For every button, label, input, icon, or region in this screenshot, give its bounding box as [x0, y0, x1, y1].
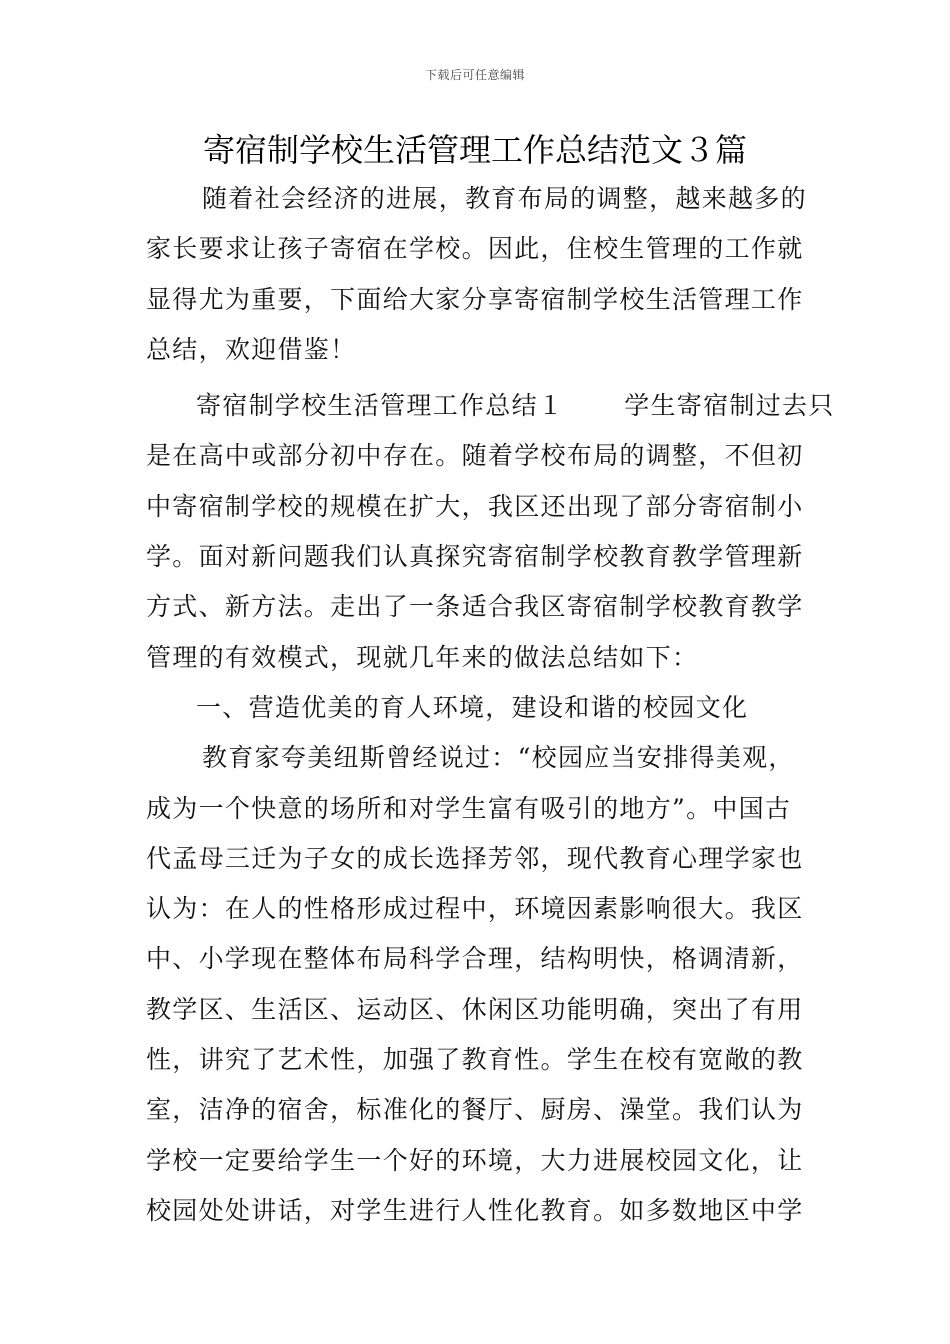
- text-line: 代孟母三迁为子女的成长选择芳邻，现代教育心理学家也: [146, 843, 804, 873]
- text-line: 方式、新方法。走出了一条适合我区寄宿制学校教育教学: [146, 592, 804, 622]
- section-heading: 一、营造优美的育人环境，建设和谐的校园文化: [196, 692, 749, 722]
- text-line: 总结，欢迎借鉴！: [146, 334, 357, 364]
- text-line: 学校一定要给学生一个好的环境，大力进展校园文化，让: [146, 1145, 804, 1175]
- text-line: [146, 381, 835, 431]
- text-line: 认为：在人的性格形成过程中，环境因素影响很大。我区: [146, 894, 804, 924]
- document-body: [146, 174, 835, 1236]
- text-line: 教学区、生活区、运动区、休闲区功能明确，突出了有用: [146, 994, 804, 1024]
- text-line: 管理的有效模式，现就几年来的做法总结如下：: [146, 642, 699, 672]
- section-heading-inline: 寄宿制学校生活管理工作总结１: [196, 391, 565, 421]
- text-line: 中寄宿制学校的规模在扩大，我区还出现了部分寄宿制小: [146, 491, 804, 521]
- text-line: 室，洁净的宿舍，标准化的餐厅、厨房、澡堂。我们认为: [146, 1095, 804, 1125]
- text-line: 性，讲究了艺术性，加强了教育性。学生在校有宽敞的教: [146, 1045, 804, 1075]
- text-line: 校园处处讲话，对学生进行人性化教育。如多数地区中学: [146, 1195, 804, 1225]
- text-line: 随着社会经济的进展，教育布局的调整，越来越多的: [202, 184, 807, 213]
- text-line: 成为一个快意的场所和对学生富有吸引的地方”。中国古: [146, 793, 792, 823]
- text-line: 是在高中或部分初中存在。随着学校布局的调整，不但初: [146, 441, 804, 471]
- text-line: 显得尤为重要，下面给大家分享寄宿制学校生活管理工作: [146, 284, 804, 314]
- document-title: 寄宿制学校生活管理工作总结范文３篇: [202, 131, 747, 169]
- text-line: 学。面对新问题我们认真探究寄宿制学校教育教学管理新: [146, 542, 804, 572]
- text-line: 家长要求让孩子寄宿在学校。因此，住校生管理的工作就: [146, 234, 804, 264]
- text-fragment: 学生寄宿制过去只: [624, 391, 835, 421]
- header-note: 下载后可任意编辑: [424, 68, 525, 82]
- text-line: 中、小学现在整体布局科学合理，结构明快，格调清新，: [146, 944, 804, 974]
- text-line: 教育家夸美纽斯曾经说过：“校园应当安排得美观，: [202, 743, 795, 773]
